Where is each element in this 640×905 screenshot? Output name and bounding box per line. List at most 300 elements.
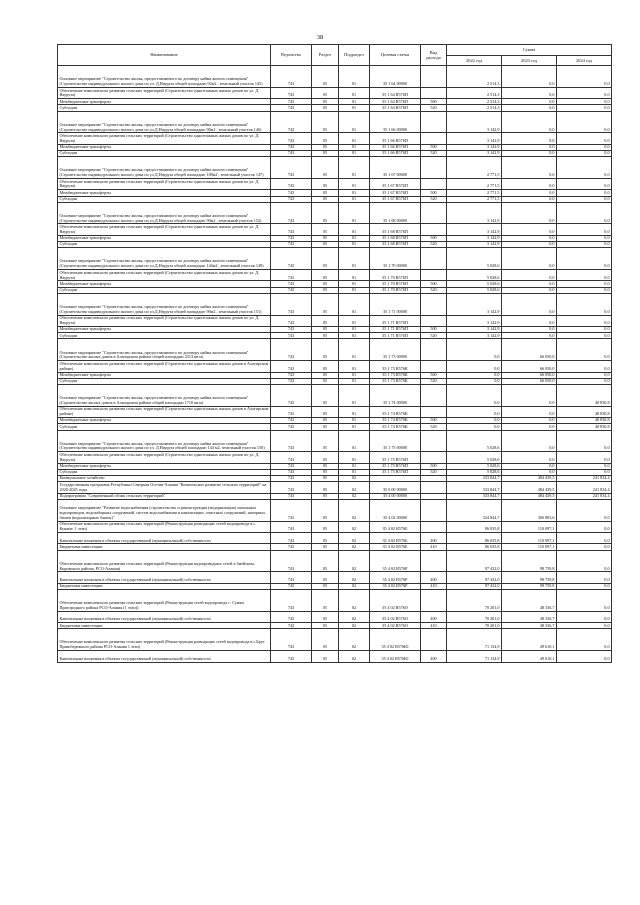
cell-subsection: 02	[339, 544, 370, 550]
cell-subsection: 02	[339, 533, 370, 544]
cell-sum-2024: 48 830,8	[557, 406, 612, 417]
cell-name: Основное мероприятие "Строительство жилья, предоставляемого по договору найма жилого помещения" (Строительство индивидуального жилого дома по ул.Д.Науруза общей площадью 90м2 , земельный участок 152)	[58, 202, 271, 224]
cell-sum-2023: 0,0	[502, 281, 557, 287]
cell-section: 05	[312, 315, 339, 326]
cell-name: Субсидии	[58, 469, 271, 475]
cell-ministry: 743	[271, 550, 312, 572]
cell-name: Субсидии	[58, 242, 271, 248]
cell-ministry: 743	[271, 157, 312, 179]
cell-section: 05	[312, 248, 339, 270]
cell-name: Коммунальное хозяйство	[58, 476, 271, 482]
cell-section: 05	[312, 463, 339, 469]
cell-expense-type: 500	[421, 144, 447, 150]
cell-sum-2022: 5 028,6	[447, 270, 502, 281]
cell-target-article: 35 1 67 00000	[370, 157, 421, 179]
cell-section: 05	[312, 281, 339, 287]
page-number: 38	[316, 34, 324, 41]
cell-sum-2024: 0,0	[557, 150, 612, 156]
cell-sum-2024: 0,0	[557, 105, 612, 111]
cell-name: Субсидии	[58, 287, 271, 293]
cell-sum-2024: 0,0	[557, 133, 612, 144]
cell-subsection: 02	[339, 572, 370, 583]
table-row	[58, 406, 612, 417]
cell-target-article: 35 1 74 R576К	[370, 418, 421, 424]
cell-subsection: 01	[339, 196, 370, 202]
cell-subsection: 02	[339, 476, 370, 482]
cell-sum-2024: 0,0	[557, 361, 612, 372]
cell-section: 05	[312, 178, 339, 189]
cell-expense-type	[421, 157, 447, 179]
header-subsection: Подраздел	[339, 45, 370, 66]
cell-ministry: 743	[271, 583, 312, 589]
cell-sum-2022: 2 514,3	[447, 99, 502, 105]
table-row	[58, 572, 612, 583]
cell-sum-2024: 0,0	[557, 157, 612, 179]
cell-section: 05	[312, 66, 339, 88]
cell-ministry: 743	[271, 287, 312, 293]
cell-sum-2022: 5 028,6	[447, 469, 502, 475]
cell-name: Обеспечение комплексного развития сельских территорий (Строительство одноэтажных жилых домов по ул. Д. Науруза)	[58, 315, 271, 326]
cell-section: 05	[312, 589, 339, 611]
cell-name: Субсидии	[58, 424, 271, 430]
cell-name: Основное мероприятие "Строительство жилья, предоставляемого по договору найма жилого помещения" (Строительство индивидуального жилого дома по ул.Д.Науруза общей площадью 144м2 , земельный участок 149)	[58, 248, 271, 270]
cell-subsection: 01	[339, 281, 370, 287]
cell-subsection: 01	[339, 150, 370, 156]
cell-name: Основное мероприятие "Строительство жилья, предоставляемого по договору найма жилого помещения" (Строительство индивидуального жилого дома по ул.Д.Науруза общей площадью 90м2 , земельный участок 151)	[58, 293, 271, 315]
cell-target-article: 35 1 74 00000	[370, 384, 421, 406]
cell-name: Субсидии	[58, 196, 271, 202]
cell-sum-2022: 2 514,3	[447, 87, 502, 98]
cell-sum-2023: 66 050,0	[502, 339, 557, 361]
cell-sum-2023: 110 097,1	[502, 544, 557, 550]
cell-sum-2023: 98 759,8	[502, 583, 557, 589]
cell-sum-2022: 324 844,7	[447, 499, 502, 521]
table-row	[58, 629, 612, 651]
table-row	[58, 361, 612, 372]
cell-sum-2022: 5 028,6	[447, 463, 502, 469]
cell-sum-2022: 3 142,9	[447, 144, 502, 150]
cell-name: Обеспечение комплексного развития сельских территорий (Строительство одноэтажных жилых домов по ул. Д. Науруза)	[58, 87, 271, 98]
cell-subsection: 01	[339, 315, 370, 326]
cell-section: 05	[312, 452, 339, 463]
cell-name: Межбюджетные трансферты	[58, 144, 271, 150]
cell-expense-type: 520	[421, 424, 447, 430]
cell-ministry: 743	[271, 202, 312, 224]
cell-expense-type: 500	[421, 281, 447, 287]
cell-ministry: 743	[271, 242, 312, 248]
cell-ministry: 743	[271, 66, 312, 88]
cell-sum-2024: 0,0	[557, 242, 612, 248]
cell-ministry: 743	[271, 482, 312, 493]
table-row	[58, 430, 612, 452]
cell-name: Основное мероприятие "Строительство жилья, предоставляемого по договору найма жилого помещения" (Строительство жилых домов в Алагирском районе общей площадью 2313 кв.м)	[58, 339, 271, 361]
cell-ministry: 743	[271, 333, 312, 339]
cell-sum-2024: 0,0	[557, 111, 612, 133]
cell-name: Обеспечение комплексного развития сельских территорий (Строительство одноэтажных жилых домов по ул. Д. Науруза)	[58, 270, 271, 281]
cell-subsection: 02	[339, 629, 370, 651]
cell-sum-2024: 0,0	[557, 378, 612, 384]
cell-sum-2022: 5 028,6	[447, 452, 502, 463]
cell-target-article: 35 1 64 R576П	[370, 105, 421, 111]
cell-sum-2023: 98 759,8	[502, 550, 557, 572]
cell-subsection: 01	[339, 202, 370, 224]
cell-expense-type: 400	[421, 533, 447, 544]
cell-ministry: 743	[271, 293, 312, 315]
cell-name: Основное мероприятие "Строительство жилья, предоставляемого по договору найма жилого помещения" (Строительство индивидуального жилого дома по ул. Д.Науруза общей площадью 144 м2, земельный участок 150)	[58, 430, 271, 452]
cell-sum-2024: 0,0	[557, 235, 612, 241]
cell-sum-2023: 49 610,1	[502, 651, 557, 662]
cell-name: Межбюджетные трансферты	[58, 281, 271, 287]
table-row	[58, 202, 612, 224]
cell-sum-2023: 48 336,7	[502, 623, 557, 629]
cell-name: Основное мероприятие "Строительство жилья, предоставляемого по договору найма жилого помещения" (Строительство жилых домов в Алагирском районе общей площадью 1710 кв.м)	[58, 384, 271, 406]
cell-ministry: 743	[271, 339, 312, 361]
cell-subsection: 02	[339, 493, 370, 499]
table-row	[58, 589, 612, 611]
cell-expense-type: 400	[421, 651, 447, 662]
cell-name: Обеспечение комплексного развития сельских территорий (Строительство одноэтажных жилых домов по ул. Д. Науруза)	[58, 178, 271, 189]
cell-ministry: 743	[271, 533, 312, 544]
cell-sum-2022: 2 771,5	[447, 178, 502, 189]
cell-target-article: 35 4 02 R576Р	[370, 550, 421, 572]
cell-ministry: 743	[271, 572, 312, 583]
cell-sum-2024: 241 834,4	[557, 476, 612, 482]
cell-target-article: 35 1 64 R576П	[370, 99, 421, 105]
cell-subsection: 02	[339, 550, 370, 572]
cell-sum-2024: 0,0	[557, 248, 612, 270]
header-year-2024: 2024 год	[557, 56, 612, 66]
cell-ministry: 743	[271, 150, 312, 156]
cell-sum-2024: 0,0	[557, 327, 612, 333]
cell-expense-type: 520	[421, 150, 447, 156]
header-expense-type: Вид расхода	[421, 45, 447, 66]
cell-section: 05	[312, 150, 339, 156]
table-row	[58, 533, 612, 544]
table-row	[58, 157, 612, 179]
cell-subsection: 01	[339, 339, 370, 361]
cell-expense-type	[421, 66, 447, 88]
cell-ministry: 743	[271, 281, 312, 287]
cell-section: 05	[312, 430, 339, 452]
cell-ministry: 743	[271, 589, 312, 611]
cell-section: 05	[312, 105, 339, 111]
cell-section: 05	[312, 270, 339, 281]
cell-expense-type	[421, 589, 447, 611]
cell-subsection: 01	[339, 372, 370, 378]
cell-target-article: 35 1 75 R576П	[370, 469, 421, 475]
cell-target-article: 35 1 64 R576П	[370, 87, 421, 98]
cell-target-article: 35 4 02 R576Р	[370, 583, 421, 589]
cell-ministry: 743	[271, 224, 312, 235]
cell-expense-type: 500	[421, 418, 447, 424]
cell-sum-2024: 0,0	[557, 190, 612, 196]
cell-section: 05	[312, 476, 339, 482]
cell-name: Основное мероприятие "Развитие водоснабжения (строительство и реконструкция (модернизация) локальных водопроводов, водозаборных сооружений, систем водоснабжения и канализации, очистных сооружений, напорных башен (водонапорных башен)"	[58, 499, 271, 521]
cell-expense-type	[421, 111, 447, 133]
cell-target-article: 35 1 68 R576П	[370, 242, 421, 248]
cell-subsection: 01	[339, 293, 370, 315]
cell-expense-type: 500	[421, 463, 447, 469]
cell-sum-2024: 0,0	[557, 469, 612, 475]
cell-sum-2022: 3 142,9	[447, 235, 502, 241]
cell-sum-2022: 2 771,5	[447, 190, 502, 196]
cell-target-article: 35 4 02 R576Ю	[370, 651, 421, 662]
cell-sum-2023: 0,0	[502, 157, 557, 179]
cell-subsection: 01	[339, 430, 370, 452]
cell-sum-2024: 0,0	[557, 293, 612, 315]
cell-ministry: 743	[271, 452, 312, 463]
cell-name: Межбюджетные трансферты	[58, 418, 271, 424]
cell-name: Обеспечение комплексного развития сельских территорий (Реконструкция сетей водопровода с. Сунжа Пригородного района РСО-Алания (1 этап))	[58, 589, 271, 611]
cell-target-article: 35 1 71 R576П	[370, 327, 421, 333]
cell-expense-type: 400	[421, 611, 447, 622]
cell-subsection: 01	[339, 469, 370, 475]
cell-section: 05	[312, 99, 339, 105]
cell-section: 05	[312, 327, 339, 333]
cell-sum-2023: 0,0	[502, 190, 557, 196]
cell-ministry: 743	[271, 469, 312, 475]
cell-target-article: 35 4 02 R576О	[370, 623, 421, 629]
cell-sum-2023: 0,0	[502, 452, 557, 463]
cell-subsection: 01	[339, 248, 370, 270]
cell-sum-2022: 3 142,9	[447, 133, 502, 144]
cell-expense-type	[421, 550, 447, 572]
cell-section: 05	[312, 111, 339, 133]
cell-sum-2022: 5 028,6	[447, 248, 502, 270]
cell-target-article: 35 1 70 R576П	[370, 287, 421, 293]
cell-sum-2022: 0,0	[447, 361, 502, 372]
cell-subsection: 02	[339, 499, 370, 521]
cell-ministry: 743	[271, 196, 312, 202]
cell-expense-type: 520	[421, 469, 447, 475]
cell-subsection: 01	[339, 333, 370, 339]
cell-target-article: 35 1 71 00000	[370, 293, 421, 315]
cell-name: Бюджетные инвестиции	[58, 583, 271, 589]
cell-sum-2024: 0,0	[557, 583, 612, 589]
cell-ministry: 743	[271, 178, 312, 189]
cell-name: Межбюджетные трансферты	[58, 235, 271, 241]
cell-subsection: 02	[339, 651, 370, 662]
cell-sum-2023: 0,0	[502, 235, 557, 241]
cell-name: Межбюджетные трансферты	[58, 327, 271, 333]
cell-section: 05	[312, 424, 339, 430]
header-year-2022: 2022 год	[447, 56, 502, 66]
cell-sum-2022: 0,0	[447, 418, 502, 424]
table-row	[58, 452, 612, 463]
cell-subsection: 01	[339, 157, 370, 179]
cell-subsection: 01	[339, 235, 370, 241]
table-row	[58, 87, 612, 98]
cell-ministry: 743	[271, 190, 312, 196]
cell-sum-2024: 0,0	[557, 87, 612, 98]
cell-target-article: 35 1 67 R576П	[370, 178, 421, 189]
cell-target-article: 35 1 67 R576П	[370, 190, 421, 196]
cell-sum-2024: 0,0	[557, 651, 612, 662]
cell-ministry: 743	[271, 418, 312, 424]
cell-sum-2024: 48 830,8	[557, 424, 612, 430]
cell-ministry: 743	[271, 144, 312, 150]
cell-sum-2024: 0,0	[557, 544, 612, 550]
table-row	[58, 248, 612, 270]
cell-target-article: 35 1 71 R576П	[370, 333, 421, 339]
cell-name: Основное мероприятие "Строительство жилья, предоставляемого по договору найма жилого помещения" (Строительство индивидуального жилого дома по ул. Д.Науруза общей площадью 92м2 , земельный участок 145)	[58, 66, 271, 88]
cell-expense-type	[421, 361, 447, 372]
cell-sum-2023: 110 097,1	[502, 521, 557, 532]
cell-sum-2023: 0,0	[502, 66, 557, 88]
cell-expense-type: 500	[421, 99, 447, 105]
table-row	[58, 651, 612, 662]
table-body	[58, 66, 612, 663]
cell-sum-2024: 0,0	[557, 224, 612, 235]
cell-subsection: 01	[339, 66, 370, 88]
cell-target-article: 35 1 75 R576П	[370, 452, 421, 463]
cell-target-article: 35 1 75 R576П	[370, 463, 421, 469]
cell-section: 05	[312, 629, 339, 651]
cell-subsection: 02	[339, 521, 370, 532]
cell-name: Обеспечение комплексного развития сельских территорий (Строительство одноэтажных жилых домов по ул. Д. Науруза)	[58, 224, 271, 235]
cell-expense-type	[421, 270, 447, 281]
cell-expense-type: 500	[421, 235, 447, 241]
cell-subsection: 01	[339, 452, 370, 463]
cell-sum-2024: 0,0	[557, 499, 612, 521]
cell-sum-2022: 333 844,7	[447, 493, 502, 499]
cell-target-article: 35 4 02 R576О	[370, 611, 421, 622]
cell-subsection: 02	[339, 611, 370, 622]
cell-expense-type: 410	[421, 544, 447, 550]
cell-sum-2022: 0,0	[447, 424, 502, 430]
cell-section: 05	[312, 550, 339, 572]
cell-subsection: 01	[339, 87, 370, 98]
cell-expense-type	[421, 248, 447, 270]
cell-subsection: 02	[339, 583, 370, 589]
cell-target-article: 35 1 75 00000	[370, 430, 421, 452]
cell-sum-2024: 0,0	[557, 589, 612, 611]
cell-sum-2024: 0,0	[557, 333, 612, 339]
cell-section: 05	[312, 372, 339, 378]
cell-sum-2022: 3 142,9	[447, 333, 502, 339]
budget-table-wrapper	[57, 44, 611, 663]
cell-sum-2023: 0,0	[502, 424, 557, 430]
cell-expense-type: 400	[421, 572, 447, 583]
cell-sum-2023: 484 439,5	[502, 482, 557, 493]
cell-sum-2022: 3 142,9	[447, 293, 502, 315]
header-section: Раздел	[312, 45, 339, 66]
cell-name: Капитальные вложения в объекты государственной (муниципальной) собственности	[58, 611, 271, 622]
cell-sum-2022: 3 142,9	[447, 150, 502, 156]
cell-sum-2023: 484 439,5	[502, 493, 557, 499]
cell-expense-type	[421, 293, 447, 315]
cell-ministry: 743	[271, 248, 312, 270]
cell-target-article: 35 1 71 R576П	[370, 315, 421, 326]
cell-sum-2024: 241 834,4	[557, 482, 612, 493]
cell-expense-type	[421, 339, 447, 361]
cell-ministry: 743	[271, 111, 312, 133]
cell-expense-type	[421, 224, 447, 235]
header-sum: Сумма	[447, 45, 612, 56]
cell-sum-2023: 98 759,8	[502, 572, 557, 583]
cell-sum-2022: 86 035,8	[447, 544, 502, 550]
cell-ministry: 743	[271, 493, 312, 499]
cell-expense-type	[421, 87, 447, 98]
cell-target-article: 35 1 68 R576П	[370, 224, 421, 235]
cell-sum-2023: 48 336,7	[502, 589, 557, 611]
cell-sum-2022: 0,0	[447, 378, 502, 384]
cell-section: 05	[312, 87, 339, 98]
cell-expense-type: 500	[421, 372, 447, 378]
cell-section: 05	[312, 287, 339, 293]
cell-sum-2023: 0,0	[502, 287, 557, 293]
cell-ministry: 743	[271, 430, 312, 452]
cell-subsection: 01	[339, 418, 370, 424]
cell-sum-2022: 5 028,6	[447, 430, 502, 452]
cell-sum-2022: 71 134,9	[447, 629, 502, 651]
cell-subsection: 01	[339, 406, 370, 417]
cell-expense-type: 520	[421, 287, 447, 293]
cell-sum-2023: 48 336,7	[502, 611, 557, 622]
cell-ministry: 743	[271, 629, 312, 651]
cell-sum-2024: 0,0	[557, 521, 612, 532]
table-row	[58, 339, 612, 361]
cell-ministry: 743	[271, 372, 312, 378]
cell-sum-2022: 3 142,9	[447, 327, 502, 333]
cell-sum-2022: 2 771,5	[447, 157, 502, 179]
cell-expense-type: 520	[421, 196, 447, 202]
cell-subsection: 01	[339, 361, 370, 372]
cell-sum-2023: 0,0	[502, 270, 557, 281]
cell-target-article: 35 1 68 00000	[370, 202, 421, 224]
cell-sum-2023: 0,0	[502, 202, 557, 224]
cell-name: Межбюджетные трансферты	[58, 463, 271, 469]
cell-section: 05	[312, 583, 339, 589]
cell-sum-2023: 0,0	[502, 406, 557, 417]
cell-target-article: 35 4 02 R576Б	[370, 533, 421, 544]
cell-subsection: 01	[339, 463, 370, 469]
cell-target-article: 35 4 02 R576Б	[370, 544, 421, 550]
cell-sum-2023: 484 439,5	[502, 476, 557, 482]
cell-name: Капитальные вложения в объекты государственной (муниципальной) собственности	[58, 651, 271, 662]
table-header	[58, 45, 612, 66]
cell-ministry: 743	[271, 315, 312, 326]
cell-target-article: 35 1 66 R576П	[370, 133, 421, 144]
cell-section: 05	[312, 572, 339, 583]
header-year-2023: 2023 год	[502, 56, 557, 66]
cell-expense-type	[421, 452, 447, 463]
cell-expense-type	[421, 482, 447, 493]
cell-expense-type	[421, 133, 447, 144]
cell-sum-2023: 0,0	[502, 196, 557, 202]
table-row	[58, 315, 612, 326]
cell-sum-2022: 0,0	[447, 372, 502, 378]
cell-subsection: 01	[339, 133, 370, 144]
cell-section: 05	[312, 418, 339, 424]
cell-sum-2022: 2 514,3	[447, 66, 502, 88]
cell-sum-2022: 70 201,0	[447, 623, 502, 629]
cell-expense-type: 520	[421, 333, 447, 339]
cell-expense-type: 410	[421, 623, 447, 629]
cell-name: Основное мероприятие "Строительство жилья, предоставляемого по договору найма жилого помещения" (Строительство индивидуального жилого дома по ул.Д.Науруза общей площадью 90м2 , земельный участок 146)	[58, 111, 271, 133]
cell-section: 05	[312, 144, 339, 150]
header-ministry: Ведомство	[271, 45, 312, 66]
cell-ministry: 743	[271, 406, 312, 417]
cell-ministry: 743	[271, 87, 312, 98]
cell-sum-2022: 0,0	[447, 406, 502, 417]
cell-ministry: 743	[271, 270, 312, 281]
cell-ministry: 743	[271, 361, 312, 372]
cell-section: 05	[312, 623, 339, 629]
cell-sum-2024: 0,0	[557, 66, 612, 88]
cell-section: 05	[312, 242, 339, 248]
cell-sum-2022: 333 844,7	[447, 476, 502, 482]
